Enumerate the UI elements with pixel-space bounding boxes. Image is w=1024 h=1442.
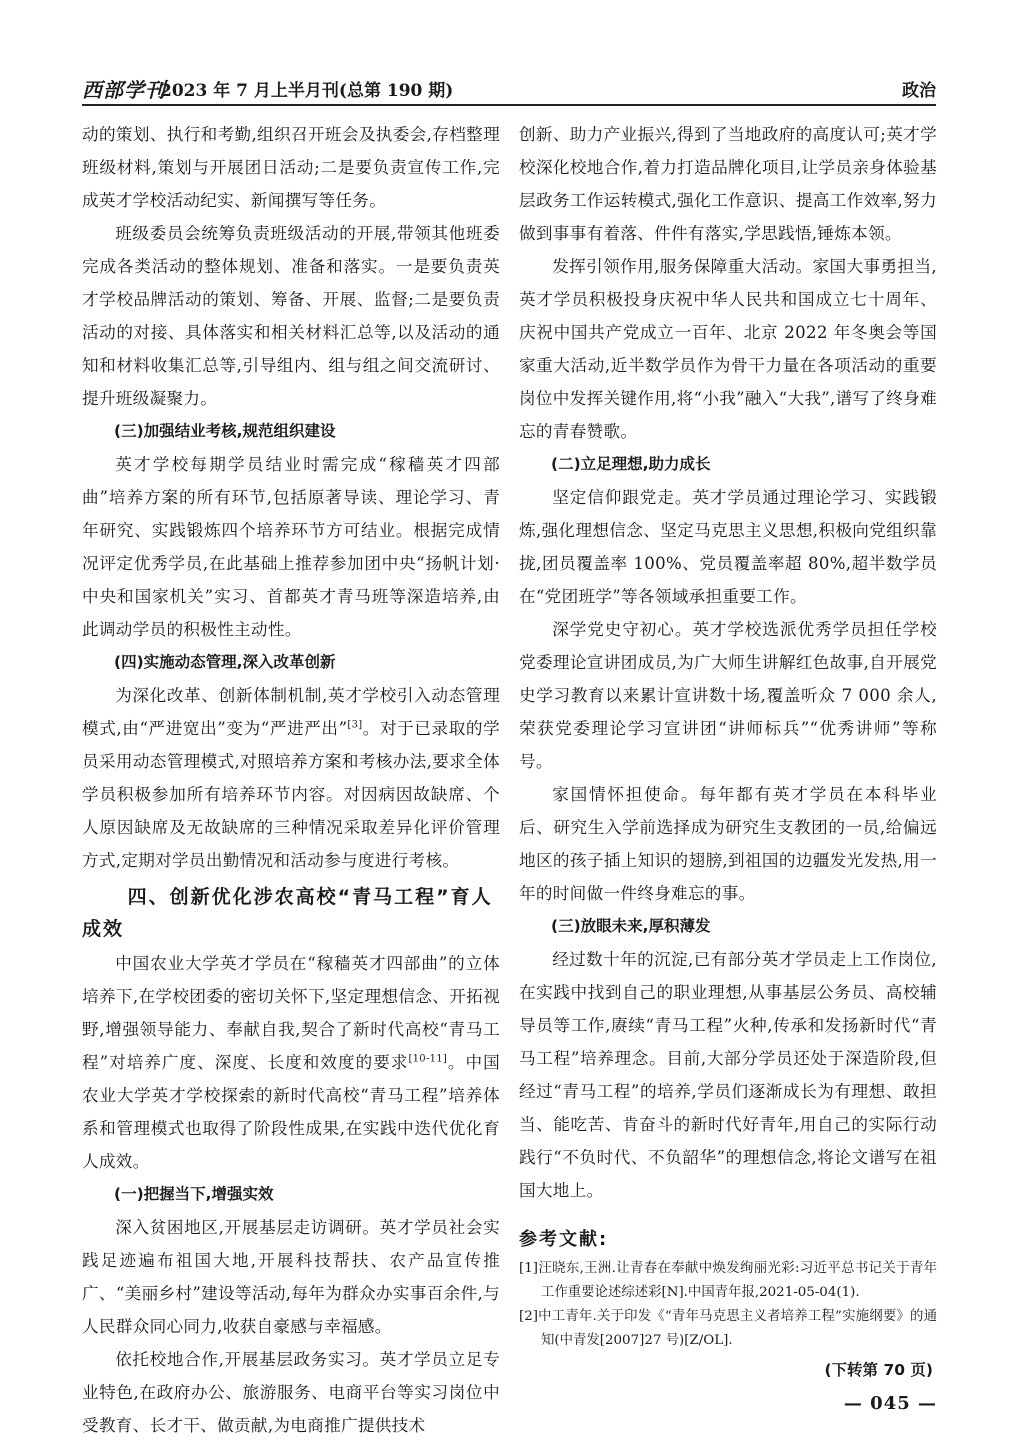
paragraph-text: 中国农业大学英才学员在“稼穑英才四部曲”的立体培养下,在学校团委的密切关怀下,坚定理想信念、开拓视野,增强领导能力、奉献自我,契合了新时代高校“青马工程”对培养广度、深度、长度和效度的要求	[82, 954, 500, 1072]
left-column	[82, 118, 500, 1442]
citation: [10-11]	[408, 1053, 448, 1065]
journal-logo: 西部学刊	[82, 78, 166, 102]
paragraph-text: 。对于已录取的学员采用动态管理模式,对照培养方案和考核办法,要求全体学员积极参加所有培养环节内容。对因病因故缺席、个人原因缺席及无故缺席的三种情况采取差异化评价管理方式,定期对学员出勤情况和活动参与度进行考核。	[82, 719, 500, 870]
subheading: (一)把握当下,增强实效	[114, 1185, 274, 1203]
paragraph: 创新、助力产业振兴,得到了当地政府的高度认可;英才学校深化校地合作,着力打造品牌化项目,让学员亲身体验基层政务工作运转模式,强化工作意识、提高工作效率,努力做到事事有着落、件件有落实,学思践悟,锤炼本领。	[519, 125, 937, 243]
paragraph: 深学党史守初心。英才学校选派优秀学员担任学校党委理论宣讲团成员,为广大师生讲解红色故事,自开展党史学习教育以来累计宣讲数十场,覆盖听众 7 000 余人,荣获党委理论学习宣讲团“讲师标兵”“优秀讲师”等称号。	[519, 620, 937, 771]
paragraph: 班级委员会统筹负责班级活动的开展,带领其他班委完成各类活动的整体规划、准备和落实。一是要负责英才学校品牌活动的策划、筹备、开展、监督;二是要负责活动的对接、具体落实和相关材料汇总等,以及活动的通知和材料收集汇总等,引导组内、组与组之间交流研讨、提升班级凝聚力。	[82, 224, 500, 408]
paragraph: 家国情怀担使命。每年都有英才学员在本科毕业后、研究生入学前选择成为研究生支教团的一员,给偏远地区的孩子插上知识的翅膀,到祖国的边疆发光发热,用一年的时间做一件终身难忘的事。	[519, 785, 937, 903]
paragraph	[82, 679, 500, 877]
subheading: (四)实施动态管理,深入改革创新	[114, 653, 336, 671]
paragraph: 依托校地合作,开展基层政务实习。英才学员立足专业特色,在政府办公、旅游服务、电商平台等实习岗位中受教育、长才干、做贡献,为电商推广提供技术	[82, 1350, 500, 1435]
paragraph-text: 。中国农业大学英才学校探索的新时代高校“青马工程”培养体系和管理模式也取得了阶段性成果,在实践中迭代优化育人成效。	[82, 1053, 500, 1171]
paragraph: 发挥引领作用,服务保障重大活动。家国大事勇担当,英才学员积极投身庆祝中华人民共和国成立七十周年、庆祝中国共产党成立一百年、北京 2022 年冬奥会等国家重大活动,近半数学员作为骨干力量在各项活动的重要岗位中发挥关键作用,将“小我”融入“大我”,谱写了终身难忘的青春赞歌。	[519, 257, 937, 441]
issue-info: 2023 年 7 月上半月刊(总第 190 期)	[160, 81, 454, 101]
page-header	[82, 70, 936, 106]
paragraph: 经过数十年的沉淀,已有部分英才学员走上工作岗位,在实践中找到自己的职业理想,从事基层公务员、高校辅导员等工作,赓续“青马工程”火种,传承和发扬新时代“青马工程”培养理念。目前,大部分学员还处于深造阶段,但经过“青马工程”的培养,学员们逐渐成长为有理想、敢担当、能吃苦、肯奋斗的新时代好青年,用自己的实际行动践行“不负时代、不负韶华”的理想信念,将论文谱写在祖国大地上。	[519, 950, 937, 1200]
subheading: (三)加强结业考核,规范组织建设	[114, 422, 336, 440]
paragraph: 坚定信仰跟党走。英才学员通过理论学习、实践锻炼,强化理想信念、坚定马克思主义思想,积极向党组织靠拢,团员覆盖率 100%、党员覆盖率超 80%,超半数学员在“党团班学”等各领域承担重要工作。	[519, 488, 937, 606]
references-heading: 参考文献:	[519, 1229, 609, 1250]
paragraph-text: 为深化改革、创新体制机制,英才学校引入动态管理模式,由“严进宽出”变为“严进严出”	[82, 686, 500, 738]
reference-item: [1]汪晓东,王洲.让青春在奉献中焕发绚丽光彩:习近平总书记关于青年工作重要论述综述彩[N].中国青年报,2021-05-04(1).	[519, 1261, 937, 1300]
subheading: (二)立足理想,助力成长	[551, 455, 711, 473]
page-number: — 045 —	[843, 1393, 937, 1414]
paragraph: 动的策划、执行和考勤,组织召开班会及执委会,存档整理班级材料,策划与开展团日活动;二是要负责宣传工作,完成英才学校活动纪实、新闻撰写等任务。	[82, 125, 500, 210]
paragraph	[82, 947, 500, 1178]
subheading: (三)放眼未来,厚积薄发	[551, 917, 711, 935]
paragraph: 英才学校每期学员结业时需完成“稼穑英才四部曲”培养方案的所有环节,包括原著导读、理论学习、青年研究、实践锻炼四个培养环节方可结业。根据完成情况评定优秀学员,在此基础上推荐参加团中央“扬帆计划·中央和国家机关”实习、首都英才青马班等深造培养,由此调动学员的积极性主动性。	[82, 455, 500, 639]
right-column	[519, 118, 937, 1419]
paragraph: 深入贫困地区,开展基层走访调研。英才学员社会实践足迹遍布祖国大地,开展科技帮扶、农产品宣传推广、“美丽乡村”建设等活动,每年为群众办实事百余件,与人民群众同心同力,收获自豪感与幸福感。	[82, 1218, 500, 1336]
section-label: 政治	[902, 81, 936, 101]
section-heading: 四、创新优化涉农高校“青马工程”育人成效	[82, 886, 493, 940]
reference-item: [2]中工青年.关于印发《“青年马克思主义者培养工程”实施纲要》的通知(中青发[2007]27 号)[Z/OL].	[519, 1309, 937, 1348]
citation: [3]	[347, 719, 363, 731]
continued-note: (下转第 70 页)	[824, 1361, 933, 1379]
